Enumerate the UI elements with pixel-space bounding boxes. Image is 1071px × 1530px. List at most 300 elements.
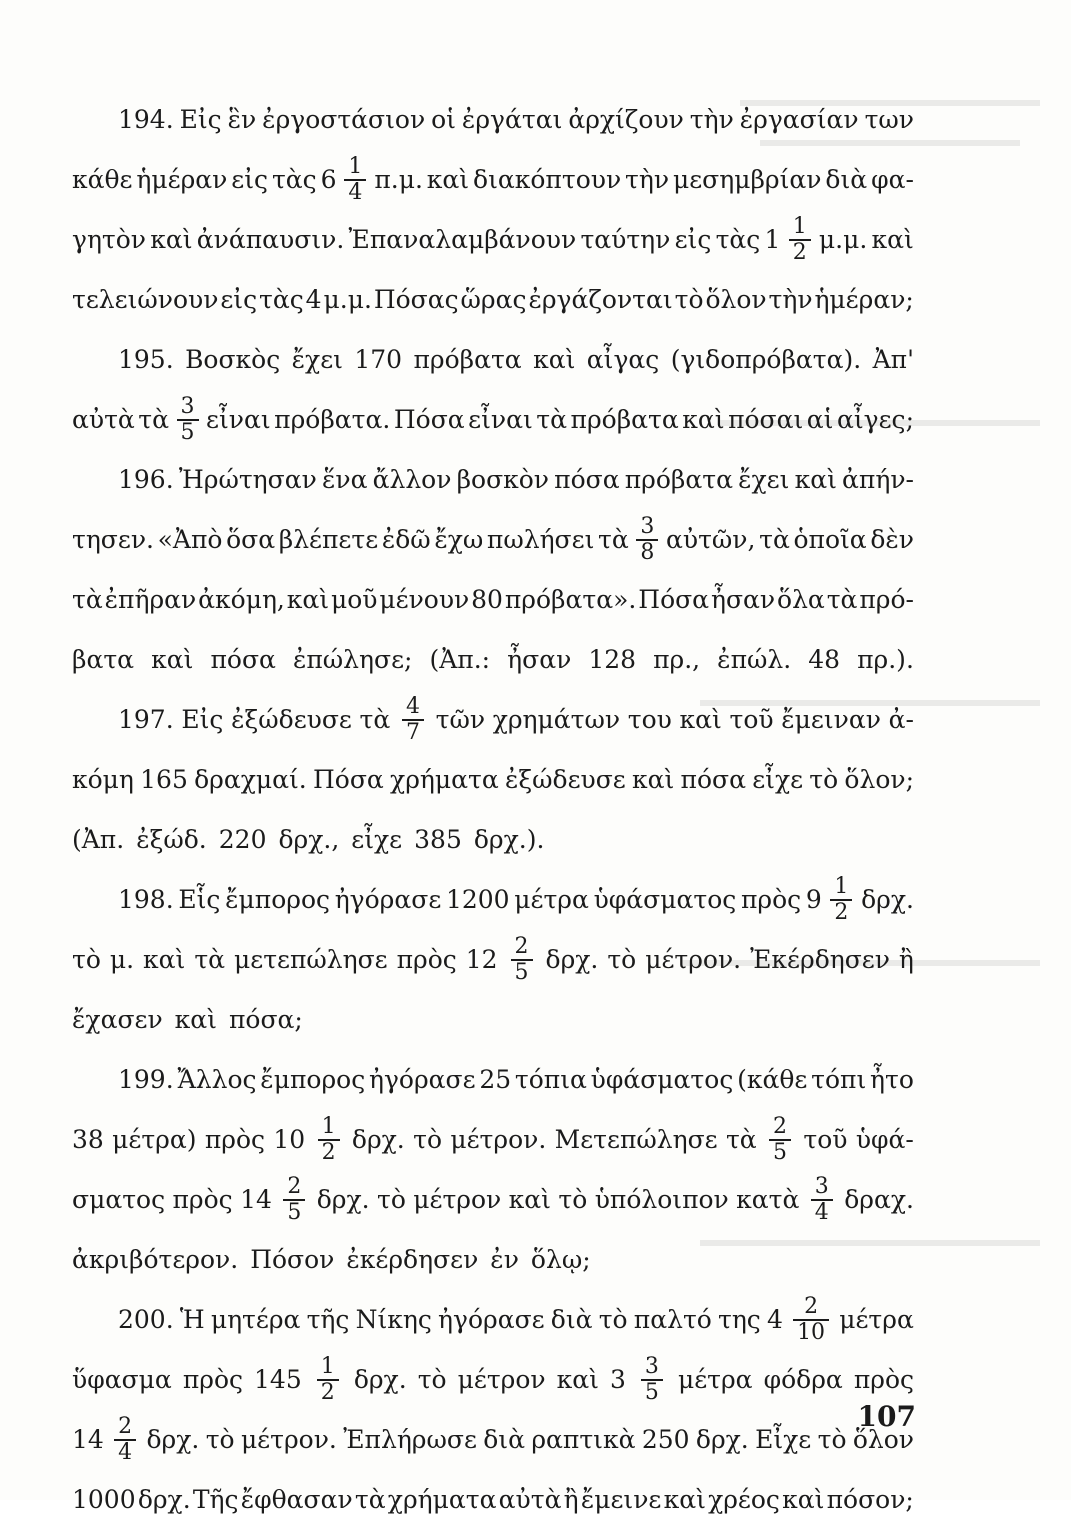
word: τησεν. [72, 525, 154, 554]
fraction [177, 395, 199, 445]
text-line [72, 1050, 914, 1110]
word: τὸ [413, 1125, 442, 1154]
word: μέτρον. [450, 1125, 547, 1154]
word: τὸ [417, 1365, 447, 1394]
word: ἀρχίζουν [568, 105, 684, 134]
word: Πόσον [250, 1245, 335, 1274]
word: τὸ [558, 1185, 588, 1214]
word: της [718, 1305, 761, 1334]
word: τοῦ [729, 705, 774, 734]
word: πρὸς [396, 945, 457, 974]
word: 170 [354, 345, 403, 374]
word: μ.μ. [323, 285, 372, 314]
text-line [72, 510, 914, 570]
fraction-numerator: 2 [773, 1114, 788, 1140]
word: τοῦ [803, 1125, 848, 1154]
word: 10 [273, 1125, 306, 1154]
word: γητὸν [72, 225, 146, 254]
word: Ἐπλήρωσε [343, 1425, 477, 1454]
word: 6 [320, 165, 337, 194]
word: καὶ [871, 225, 914, 254]
word: ἢ [563, 1485, 579, 1514]
word: μοῦ [331, 585, 378, 614]
text-line [72, 630, 914, 690]
word: τὰ [138, 405, 170, 434]
word: ἐξώδευσε [504, 765, 626, 794]
text-line [72, 330, 914, 390]
word: δρχ. [861, 885, 914, 914]
word: πόσα [210, 645, 276, 674]
fraction [283, 1175, 305, 1225]
word: 128 [588, 645, 637, 674]
word: τὸ [72, 945, 101, 974]
word: χρέος [708, 1485, 780, 1514]
word: ὕφασμα [72, 1365, 172, 1394]
word: πόσα; [228, 1005, 303, 1034]
word: τὸ [376, 1185, 406, 1214]
word: τῆς [306, 1305, 350, 1334]
word: δρχ.). [473, 825, 545, 854]
word: τὰ [759, 525, 790, 554]
word: 80 [471, 585, 503, 614]
word: πρόβατα. [274, 405, 391, 434]
word: τὰ [354, 1485, 386, 1514]
word: ἔχω [434, 525, 484, 554]
text-line [72, 90, 914, 150]
word: ἐξώδευσε [231, 705, 352, 734]
word: καὶ [794, 465, 837, 494]
word: ἐργάζονται [528, 285, 673, 314]
word: (κάθε [737, 1065, 808, 1094]
word: καὶ [174, 1005, 217, 1034]
word: ἀκριβότερον. [72, 1245, 239, 1274]
word: τόπια [514, 1065, 587, 1094]
word: πρ., [653, 645, 701, 674]
fraction-denominator: 4 [118, 1439, 133, 1465]
fraction-denominator: 2 [321, 1139, 336, 1165]
fraction [641, 1355, 663, 1405]
word: εἶχε [752, 765, 804, 794]
exercise-text-block [72, 90, 914, 1530]
word: καὶ [631, 765, 675, 794]
word: πρόβατα [570, 405, 679, 434]
word: 195. [118, 345, 174, 374]
word: (γιδοπρόβατα). [670, 345, 862, 374]
word: 200. [118, 1305, 174, 1334]
word: ἦσαν [507, 645, 572, 674]
word: αἶγες; [836, 405, 914, 434]
word: ἐπῆραν [104, 585, 197, 614]
word: μέτρα [677, 1365, 753, 1394]
word: ἔχει [291, 345, 343, 374]
text-line [72, 1350, 914, 1410]
word: κατὰ [736, 1185, 800, 1214]
fraction-numerator: 2 [118, 1414, 133, 1440]
word: ὅσα [226, 525, 276, 554]
word: πρόβατα». [504, 585, 637, 614]
word: καὶ [150, 225, 193, 254]
word: μέτρα [514, 885, 589, 914]
word: ἐπώλησε; [292, 645, 413, 674]
fraction [636, 515, 658, 565]
fraction [511, 935, 533, 985]
word: διακόπτουν [473, 165, 622, 194]
fraction-denominator: 2 [834, 899, 849, 925]
word: ἔφθασαν [240, 1485, 353, 1514]
word: ἐργάται [461, 105, 563, 134]
word: 1200 [445, 885, 510, 914]
word: πρὸς [740, 885, 802, 914]
word: πόσαι [728, 405, 804, 434]
word: τὰ [72, 585, 103, 614]
text-line [72, 870, 914, 930]
fraction-numerator: 2 [287, 1174, 302, 1200]
fraction-numerator: 1 [320, 1354, 335, 1380]
word: Εἰς [179, 105, 222, 134]
word: εἰς [674, 225, 712, 254]
word: 25 [479, 1065, 512, 1094]
word: καὶ [151, 645, 194, 674]
text-line [72, 1470, 914, 1530]
word: πρὸς [172, 1185, 233, 1214]
word: τὰ [359, 705, 391, 734]
word: ὑπόλοιπον [594, 1185, 729, 1214]
word: 48 [808, 645, 841, 674]
word: βλέπετε [278, 525, 379, 554]
word: πρό- [859, 585, 914, 614]
word: χρήματα [390, 765, 499, 794]
word: δρχ. [695, 1425, 749, 1454]
word: 145 [254, 1365, 302, 1394]
word: πόσα [554, 465, 620, 494]
word: δρχ. [545, 945, 599, 974]
fraction [769, 1115, 791, 1165]
word: χρημάτων [492, 705, 621, 734]
word: Μετεπώλησε [554, 1125, 718, 1154]
fraction-denominator: 7 [405, 719, 420, 745]
text-line [72, 990, 914, 1050]
word: ἐδῶ [381, 525, 431, 554]
word: ἠγόρασε [368, 1065, 476, 1094]
word: πόσα [680, 765, 746, 794]
word: δρχ., [278, 825, 340, 854]
word: ἐπώλ. [717, 645, 792, 674]
fraction-denominator: 5 [180, 419, 195, 445]
word: 12 [465, 945, 498, 974]
word: καὶ [426, 165, 470, 194]
word: καὶ [533, 345, 576, 374]
word: τὸ [817, 1425, 847, 1454]
word: ὅλον [705, 285, 767, 314]
fraction-numerator: 2 [804, 1294, 819, 1320]
fraction-denominator: 4 [348, 179, 363, 205]
word: 9 [805, 885, 822, 914]
fraction-numerator: 3 [814, 1174, 829, 1200]
word: Εἶχε [755, 1425, 812, 1454]
word: ὅλον [852, 1425, 914, 1454]
word: τὰ [194, 945, 226, 974]
word: Πόσας [373, 285, 459, 314]
word: ἀ- [888, 705, 914, 734]
fraction-numerator: 1 [321, 1114, 336, 1140]
fraction-numerator: 4 [405, 694, 420, 720]
fraction [789, 215, 811, 265]
word: ἐργοστάσιον [262, 105, 426, 134]
word: ὑφά- [855, 1125, 914, 1154]
word: ἕνα [321, 465, 368, 494]
fraction-numerator: 2 [514, 934, 529, 960]
word: 38 [72, 1125, 104, 1154]
text-line [72, 450, 914, 510]
word: μέτρον. [240, 1425, 337, 1454]
word: μητέρα [210, 1305, 301, 1334]
word: ὑφάσματος [593, 885, 737, 914]
fraction-denominator: 4 [814, 1199, 829, 1225]
word: Εἷς [178, 885, 221, 914]
word: 198. [118, 885, 174, 914]
word: ὁποῖα [793, 525, 867, 554]
fraction-denominator: 8 [640, 539, 655, 565]
word: 220 [218, 825, 267, 854]
word: δρχ. [137, 1485, 191, 1514]
word: 3 [609, 1365, 626, 1394]
word: καὶ [679, 705, 722, 734]
text-line [72, 1230, 914, 1290]
word: μέτρον [413, 1185, 502, 1214]
word: μ. [109, 945, 135, 974]
word: Πόσα [313, 765, 384, 794]
word: μεσημβρίαν [672, 165, 822, 194]
word: πρὸς [853, 1365, 914, 1394]
text-line [72, 810, 914, 870]
word: «Ἀπὸ [157, 525, 223, 554]
word: ὥρας [460, 285, 527, 314]
text-line [72, 1170, 914, 1230]
fraction-numerator: 1 [834, 874, 849, 900]
text-line [72, 270, 914, 330]
word: πρ.). [857, 645, 914, 674]
word: μέτρον [457, 1365, 546, 1394]
word: Πόσα [393, 405, 465, 434]
word: Βοσκὸς [185, 345, 281, 374]
word: βατα [72, 645, 135, 674]
word: Πόσα [638, 585, 710, 614]
word: τῶν [435, 705, 486, 734]
word: Ἐκέρδησεν [750, 945, 890, 974]
word: καὶ [143, 945, 186, 974]
fraction-denominator: 5 [773, 1139, 788, 1165]
word: ὑφάσματος [590, 1065, 734, 1094]
word: τὸ [674, 285, 704, 314]
word: ἐξώδ. [136, 825, 207, 854]
word: καὶ [682, 405, 725, 434]
word: τὸ [607, 945, 637, 974]
word: Ἄλλος [177, 1065, 257, 1094]
word: 14 [240, 1185, 272, 1214]
word: παλτό [633, 1305, 712, 1334]
text-line [72, 930, 914, 990]
word: ἓν [227, 105, 257, 134]
word: Τῆς [192, 1485, 239, 1514]
word: 4 [766, 1305, 783, 1334]
text-line [72, 750, 914, 810]
word: των [864, 105, 914, 134]
word: καὶ [782, 1485, 825, 1514]
word: μένουν [379, 585, 470, 614]
fraction [317, 1355, 339, 1405]
word: ἡμέραν; [814, 285, 914, 314]
word: δὲν [870, 525, 914, 554]
fraction [402, 695, 424, 745]
word: μ.μ. [818, 225, 868, 254]
fraction [344, 155, 366, 205]
word: τὰς [259, 285, 304, 314]
word: εἰς [231, 165, 269, 194]
word: 197. [118, 705, 174, 734]
word: 1 [764, 225, 781, 254]
word: 196. [118, 465, 174, 494]
fraction-numerator: 1 [348, 154, 363, 180]
fraction-denominator: 5 [644, 1379, 659, 1405]
word: φα- [871, 165, 914, 194]
word: δρχ. [146, 1425, 200, 1454]
word: αὐτῶν, [666, 525, 756, 554]
word: ἔμεινε [580, 1485, 662, 1514]
word: καὶ [663, 1485, 706, 1514]
word: αὐτὰ [498, 1485, 562, 1514]
word: βοσκὸν [456, 465, 550, 494]
word: τὴν [768, 285, 813, 314]
word: (Ἀπ. [72, 825, 125, 854]
word: καὶ [556, 1365, 599, 1394]
fraction [318, 1115, 340, 1165]
word: 4 [305, 285, 322, 314]
word: τελειώνουν [72, 285, 219, 314]
word: τὴν [689, 105, 734, 134]
page-number: 107 [857, 1400, 916, 1433]
word: ἢ [898, 945, 914, 974]
word: ὅλον; [844, 765, 914, 794]
fraction [793, 1295, 829, 1345]
word: 1000 [72, 1485, 136, 1514]
word: πόσον; [826, 1485, 914, 1514]
word: ἠγόρασε [438, 1305, 545, 1334]
text-line [72, 390, 914, 450]
word: 14 [72, 1425, 104, 1454]
word: ἀπήν- [842, 465, 914, 494]
word: ἔχασεν [72, 1005, 163, 1034]
word: τὰ [598, 525, 629, 554]
word: ἐκέρδησεν [346, 1245, 479, 1274]
word: κόμη [72, 765, 134, 794]
word: αἱ [806, 405, 834, 434]
word: πρόβατα [624, 465, 733, 494]
text-line [72, 1110, 914, 1170]
word: ἡμέραν [136, 165, 228, 194]
word: χρήματα [387, 1485, 497, 1514]
word: Ἠρώτησαν [178, 465, 317, 494]
word: δρχ. [351, 1125, 405, 1154]
word: τὰς [715, 225, 761, 254]
word: φόδρα [763, 1365, 843, 1394]
fraction-denominator: 5 [287, 1199, 302, 1225]
word: εἶναι [468, 405, 533, 434]
fraction [830, 875, 852, 925]
fraction-numerator: 3 [640, 514, 655, 540]
word: διὰ [825, 165, 868, 194]
word: δραχ. [844, 1185, 914, 1214]
text-line [72, 690, 914, 750]
text-line [72, 150, 914, 210]
word: τόπι [811, 1065, 867, 1094]
word: διὰ [550, 1305, 593, 1334]
word: ἐργασίαν [739, 105, 859, 134]
fraction [114, 1415, 136, 1465]
word: Ἐπαναλαμβάνουν [348, 225, 577, 254]
word: ἐν [490, 1245, 519, 1274]
word: του [627, 705, 672, 734]
fraction-denominator: 2 [792, 239, 807, 265]
word: δρχ. [316, 1185, 370, 1214]
word: ἦσαν [710, 585, 776, 614]
word: πρόβατα [413, 345, 522, 374]
word: Ἀπ' [872, 345, 914, 374]
fraction [811, 1175, 833, 1225]
word: τὰ [725, 1125, 757, 1154]
word: Ἡ [179, 1305, 205, 1334]
word: ὅλα [777, 585, 825, 614]
word: εἶχε [351, 825, 403, 854]
word: καὶ [286, 585, 330, 614]
word: δραχμαί. [194, 765, 307, 794]
word: ταύτην [580, 225, 671, 254]
word: τὴν [625, 165, 670, 194]
word: διὰ [483, 1425, 525, 1454]
word: τὰς [271, 165, 317, 194]
word: δρχ. [353, 1365, 407, 1394]
word: ἄλλον [372, 465, 452, 494]
word: εἰς [220, 285, 258, 314]
word: 165 [140, 765, 188, 794]
word: ὅλῳ; [530, 1245, 591, 1274]
fraction-numerator: 3 [180, 394, 195, 420]
word: ἔμειναν [781, 705, 881, 734]
word: τὸ [809, 765, 839, 794]
word: ἀνάπαυσιν. [196, 225, 345, 254]
word: μέτρα [839, 1305, 914, 1334]
word: πρὸς [182, 1365, 243, 1394]
word: μέτρα) [112, 1125, 197, 1154]
word: ἔμπορος [225, 885, 331, 914]
word: ἔχει [738, 465, 790, 494]
word: 194. [118, 105, 174, 134]
word: τὰ [826, 585, 858, 614]
word: ἔμπορος [260, 1065, 366, 1094]
word: π.μ. [374, 165, 423, 194]
fraction-denominator: 5 [514, 959, 529, 985]
word: Νίκης [355, 1305, 432, 1334]
word: 199. [118, 1065, 174, 1094]
fraction-denominator: 2 [320, 1379, 335, 1405]
word: 385 [414, 825, 462, 854]
word: ἦτο [870, 1065, 914, 1094]
word: μέτρον. [645, 945, 742, 974]
text-line [72, 210, 914, 270]
word: σματος [72, 1185, 166, 1214]
word: μετεπώλησε [234, 945, 388, 974]
fraction-denominator: 10 [797, 1319, 826, 1345]
word: ἠγόρασε [334, 885, 442, 914]
